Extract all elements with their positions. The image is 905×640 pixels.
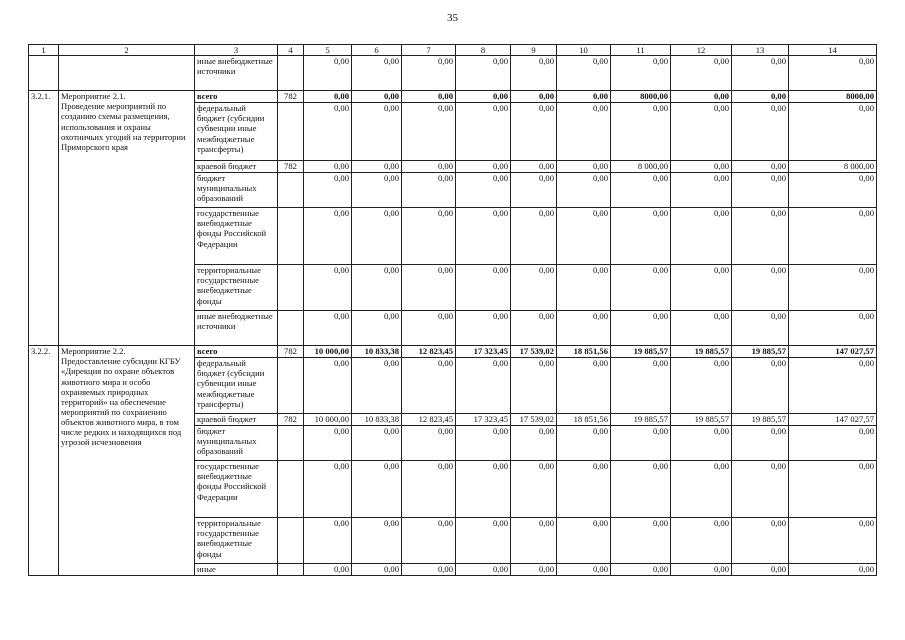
column-header: 2 bbox=[59, 45, 195, 56]
amount-cell: 8000,00 bbox=[789, 91, 877, 103]
column-header: 1 bbox=[29, 45, 59, 56]
amount-cell: 0,00 bbox=[732, 358, 789, 414]
code-cell: 782 bbox=[278, 414, 304, 426]
continuation-row bbox=[29, 56, 877, 91]
amount-cell: 18 851,56 bbox=[557, 414, 611, 426]
amount-cell: 0,00 bbox=[511, 564, 557, 576]
amount-cell: 0,00 bbox=[402, 461, 456, 518]
code-cell bbox=[278, 426, 304, 461]
amount-cell: 0,00 bbox=[402, 311, 456, 346]
amount-cell: 0,00 bbox=[557, 173, 611, 208]
activity-description: Мероприятие 2.1. Проведение мероприятий по созданию схемы размещения, использования и охраны охотничьих угодий на территории Приморского края bbox=[59, 91, 195, 346]
code-cell bbox=[278, 56, 304, 91]
budget-table bbox=[28, 44, 877, 576]
amount-cell: 0,00 bbox=[671, 311, 732, 346]
funding-source: всего bbox=[195, 91, 278, 103]
amount-cell: 0,00 bbox=[732, 518, 789, 564]
column-header: 10 bbox=[557, 45, 611, 56]
amount-cell: 0,00 bbox=[511, 161, 557, 173]
amount-cell: 0,00 bbox=[511, 103, 557, 161]
amount-cell: 0,00 bbox=[456, 56, 511, 91]
amount-cell: 18 851,56 bbox=[557, 346, 611, 358]
amount-cell: 0,00 bbox=[402, 358, 456, 414]
amount-cell: 0,00 bbox=[789, 461, 877, 518]
amount-cell: 0,00 bbox=[732, 91, 789, 103]
amount-cell: 0,00 bbox=[671, 56, 732, 91]
amount-cell: 0,00 bbox=[304, 161, 352, 173]
amount-cell: 0,00 bbox=[511, 358, 557, 414]
amount-cell: 19 885,57 bbox=[732, 346, 789, 358]
amount-cell: 0,00 bbox=[671, 161, 732, 173]
funding-source: всего bbox=[195, 346, 278, 358]
amount-cell: 10 833,38 bbox=[352, 414, 402, 426]
amount-cell: 0,00 bbox=[402, 426, 456, 461]
amount-cell: 147 027,57 bbox=[789, 346, 877, 358]
funding-source: государственные внебюджетные фонды Российской Федерации bbox=[195, 208, 278, 265]
amount-cell: 0,00 bbox=[789, 311, 877, 346]
amount-cell: 0,00 bbox=[671, 518, 732, 564]
amount-cell: 0,00 bbox=[511, 518, 557, 564]
amount-cell: 0,00 bbox=[671, 461, 732, 518]
amount-cell: 0,00 bbox=[611, 461, 671, 518]
amount-cell: 0,00 bbox=[456, 91, 511, 103]
amount-cell: 8 000,00 bbox=[789, 161, 877, 173]
amount-cell: 10 000,00 bbox=[304, 346, 352, 358]
amount-cell: 0,00 bbox=[611, 311, 671, 346]
amount-cell: 0,00 bbox=[352, 208, 402, 265]
amount-cell: 0,00 bbox=[732, 103, 789, 161]
amount-cell: 0,00 bbox=[352, 518, 402, 564]
amount-cell: 0,00 bbox=[511, 265, 557, 311]
column-header: 4 bbox=[278, 45, 304, 56]
total-row bbox=[29, 91, 877, 103]
amount-cell: 19 885,57 bbox=[732, 414, 789, 426]
column-header: 7 bbox=[402, 45, 456, 56]
amount-cell: 17 323,45 bbox=[456, 414, 511, 426]
funding-source: федеральный бюджет (субсидии субвенции иные межбюджетные трансферты) bbox=[195, 103, 278, 161]
amount-cell: 0,00 bbox=[304, 103, 352, 161]
blank-cell bbox=[59, 56, 195, 91]
amount-cell: 0,00 bbox=[402, 564, 456, 576]
code-cell: 782 bbox=[278, 346, 304, 358]
amount-cell: 0,00 bbox=[456, 103, 511, 161]
code-cell bbox=[278, 103, 304, 161]
column-header: 3 bbox=[195, 45, 278, 56]
amount-cell: 0,00 bbox=[456, 173, 511, 208]
amount-cell: 0,00 bbox=[557, 56, 611, 91]
amount-cell: 0,00 bbox=[611, 103, 671, 161]
amount-cell: 0,00 bbox=[671, 208, 732, 265]
column-header: 9 bbox=[511, 45, 557, 56]
amount-cell: 0,00 bbox=[456, 461, 511, 518]
amount-cell: 0,00 bbox=[352, 91, 402, 103]
amount-cell: 0,00 bbox=[789, 56, 877, 91]
amount-cell: 0,00 bbox=[352, 103, 402, 161]
amount-cell: 0,00 bbox=[304, 426, 352, 461]
amount-cell: 0,00 bbox=[352, 56, 402, 91]
amount-cell: 0,00 bbox=[511, 208, 557, 265]
amount-cell: 10 833,38 bbox=[352, 346, 402, 358]
amount-cell: 0,00 bbox=[511, 56, 557, 91]
amount-cell: 0,00 bbox=[304, 208, 352, 265]
amount-cell: 0,00 bbox=[402, 208, 456, 265]
funding-source: бюджет муниципальных образований bbox=[195, 426, 278, 461]
code-cell bbox=[278, 265, 304, 311]
amount-cell: 0,00 bbox=[611, 518, 671, 564]
amount-cell: 0,00 bbox=[732, 461, 789, 518]
amount-cell: 0,00 bbox=[352, 358, 402, 414]
amount-cell: 0,00 bbox=[511, 173, 557, 208]
amount-cell: 0,00 bbox=[456, 265, 511, 311]
amount-cell: 0,00 bbox=[557, 311, 611, 346]
amount-cell: 0,00 bbox=[456, 208, 511, 265]
amount-cell: 0,00 bbox=[611, 56, 671, 91]
amount-cell: 0,00 bbox=[402, 161, 456, 173]
amount-cell: 19 885,57 bbox=[671, 414, 732, 426]
amount-cell: 8 000,00 bbox=[611, 161, 671, 173]
code-cell bbox=[278, 461, 304, 518]
column-header: 14 bbox=[789, 45, 877, 56]
funding-source: территориальные государственные внебюджетные фонды bbox=[195, 265, 278, 311]
amount-cell: 0,00 bbox=[789, 426, 877, 461]
amount-cell: 0,00 bbox=[402, 91, 456, 103]
amount-cell: 19 885,57 bbox=[611, 346, 671, 358]
amount-cell: 0,00 bbox=[402, 173, 456, 208]
amount-cell: 0,00 bbox=[402, 265, 456, 311]
amount-cell: 0,00 bbox=[732, 564, 789, 576]
amount-cell: 0,00 bbox=[789, 173, 877, 208]
amount-cell: 0,00 bbox=[304, 564, 352, 576]
amount-cell: 0,00 bbox=[304, 173, 352, 208]
amount-cell: 0,00 bbox=[456, 358, 511, 414]
amount-cell: 0,00 bbox=[456, 564, 511, 576]
amount-cell: 0,00 bbox=[671, 91, 732, 103]
amount-cell: 0,00 bbox=[789, 358, 877, 414]
amount-cell: 0,00 bbox=[304, 358, 352, 414]
activity-index: 3.2.2. bbox=[29, 346, 59, 576]
amount-cell: 0,00 bbox=[352, 461, 402, 518]
amount-cell: 0,00 bbox=[611, 173, 671, 208]
code-cell bbox=[278, 173, 304, 208]
amount-cell: 0,00 bbox=[511, 311, 557, 346]
amount-cell: 0,00 bbox=[557, 564, 611, 576]
amount-cell: 0,00 bbox=[557, 518, 611, 564]
activity-index: 3.2.1. bbox=[29, 91, 59, 346]
amount-cell: 0,00 bbox=[789, 208, 877, 265]
amount-cell: 0,00 bbox=[611, 426, 671, 461]
amount-cell: 147 027,57 bbox=[789, 414, 877, 426]
amount-cell: 12 823,45 bbox=[402, 414, 456, 426]
amount-cell: 0,00 bbox=[557, 358, 611, 414]
amount-cell: 0,00 bbox=[732, 265, 789, 311]
column-header: 12 bbox=[671, 45, 732, 56]
amount-cell: 0,00 bbox=[352, 161, 402, 173]
amount-cell: 0,00 bbox=[671, 173, 732, 208]
amount-cell: 0,00 bbox=[611, 265, 671, 311]
amount-cell: 0,00 bbox=[511, 91, 557, 103]
amount-cell: 0,00 bbox=[557, 208, 611, 265]
amount-cell: 19 885,57 bbox=[611, 414, 671, 426]
amount-cell: 0,00 bbox=[671, 103, 732, 161]
code-cell: 782 bbox=[278, 161, 304, 173]
amount-cell: 19 885,57 bbox=[671, 346, 732, 358]
amount-cell: 0,00 bbox=[352, 265, 402, 311]
amount-cell: 0,00 bbox=[352, 564, 402, 576]
funding-source: краевой бюджет bbox=[195, 414, 278, 426]
amount-cell: 0,00 bbox=[304, 265, 352, 311]
amount-cell: 0,00 bbox=[557, 265, 611, 311]
amount-cell: 0,00 bbox=[671, 426, 732, 461]
amount-cell: 0,00 bbox=[611, 564, 671, 576]
activity-description: Мероприятие 2.2. Предоставление субсидии КГБУ «Дирекция по охране объектов животного мира и особо охраняемых природных территорий» на обеспечение мероприятий по сохранению объектов животного мира, в том числе редких и находящихся под угрозой исчезновения bbox=[59, 346, 195, 576]
funding-source: иные bbox=[195, 564, 278, 576]
amount-cell: 0,00 bbox=[732, 173, 789, 208]
amount-cell: 0,00 bbox=[557, 91, 611, 103]
amount-cell: 0,00 bbox=[511, 461, 557, 518]
amount-cell: 0,00 bbox=[557, 161, 611, 173]
amount-cell: 0,00 bbox=[352, 173, 402, 208]
amount-cell: 0,00 bbox=[402, 103, 456, 161]
amount-cell: 0,00 bbox=[304, 56, 352, 91]
amount-cell: 0,00 bbox=[352, 426, 402, 461]
blank-cell bbox=[29, 56, 59, 91]
funding-source: федеральный бюджет (субсидии субвенции иные межбюджетные трансферты) bbox=[195, 358, 278, 414]
amount-cell: 0,00 bbox=[557, 426, 611, 461]
funding-source: иные внебюджетные источники bbox=[195, 311, 278, 346]
amount-cell: 0,00 bbox=[671, 564, 732, 576]
amount-cell: 0,00 bbox=[789, 103, 877, 161]
amount-cell: 0,00 bbox=[304, 461, 352, 518]
amount-cell: 10 000,00 bbox=[304, 414, 352, 426]
amount-cell: 0,00 bbox=[732, 208, 789, 265]
amount-cell: 0,00 bbox=[611, 208, 671, 265]
amount-cell: 0,00 bbox=[557, 461, 611, 518]
amount-cell: 0,00 bbox=[352, 311, 402, 346]
amount-cell: 0,00 bbox=[789, 518, 877, 564]
amount-cell: 0,00 bbox=[304, 91, 352, 103]
amount-cell: 0,00 bbox=[456, 518, 511, 564]
amount-cell: 12 823,45 bbox=[402, 346, 456, 358]
amount-cell: 0,00 bbox=[511, 426, 557, 461]
funding-source: территориальные государственные внебюджетные фонды bbox=[195, 518, 278, 564]
amount-cell: 0,00 bbox=[611, 358, 671, 414]
amount-cell: 0,00 bbox=[789, 265, 877, 311]
amount-cell: 0,00 bbox=[456, 161, 511, 173]
amount-cell: 8000,00 bbox=[611, 91, 671, 103]
amount-cell: 0,00 bbox=[557, 103, 611, 161]
code-cell bbox=[278, 564, 304, 576]
amount-cell: 0,00 bbox=[402, 518, 456, 564]
amount-cell: 0,00 bbox=[304, 518, 352, 564]
column-header: 5 bbox=[304, 45, 352, 56]
amount-cell: 0,00 bbox=[304, 311, 352, 346]
total-row bbox=[29, 346, 877, 358]
amount-cell: 0,00 bbox=[456, 311, 511, 346]
code-cell: 782 bbox=[278, 91, 304, 103]
code-cell bbox=[278, 311, 304, 346]
page-number: 35 bbox=[447, 12, 458, 24]
column-header: 13 bbox=[732, 45, 789, 56]
amount-cell: 0,00 bbox=[732, 56, 789, 91]
amount-cell: 17 539,02 bbox=[511, 346, 557, 358]
header-row bbox=[29, 45, 877, 56]
amount-cell: 0,00 bbox=[789, 564, 877, 576]
column-header: 11 bbox=[611, 45, 671, 56]
code-cell bbox=[278, 518, 304, 564]
amount-cell: 0,00 bbox=[671, 265, 732, 311]
code-cell bbox=[278, 358, 304, 414]
funding-source: бюджет муниципальных образований bbox=[195, 173, 278, 208]
funding-source: краевой бюджет bbox=[195, 161, 278, 173]
code-cell bbox=[278, 208, 304, 265]
amount-cell: 0,00 bbox=[732, 426, 789, 461]
column-header: 8 bbox=[456, 45, 511, 56]
amount-cell: 17 539,02 bbox=[511, 414, 557, 426]
amount-cell: 17 323,45 bbox=[456, 346, 511, 358]
funding-source: государственные внебюджетные фонды Российской Федерации bbox=[195, 461, 278, 518]
amount-cell: 0,00 bbox=[456, 426, 511, 461]
column-header: 6 bbox=[352, 45, 402, 56]
amount-cell: 0,00 bbox=[671, 358, 732, 414]
amount-cell: 0,00 bbox=[402, 56, 456, 91]
funding-source: иные внебюджетные источники bbox=[195, 56, 278, 91]
amount-cell: 0,00 bbox=[732, 161, 789, 173]
amount-cell: 0,00 bbox=[732, 311, 789, 346]
